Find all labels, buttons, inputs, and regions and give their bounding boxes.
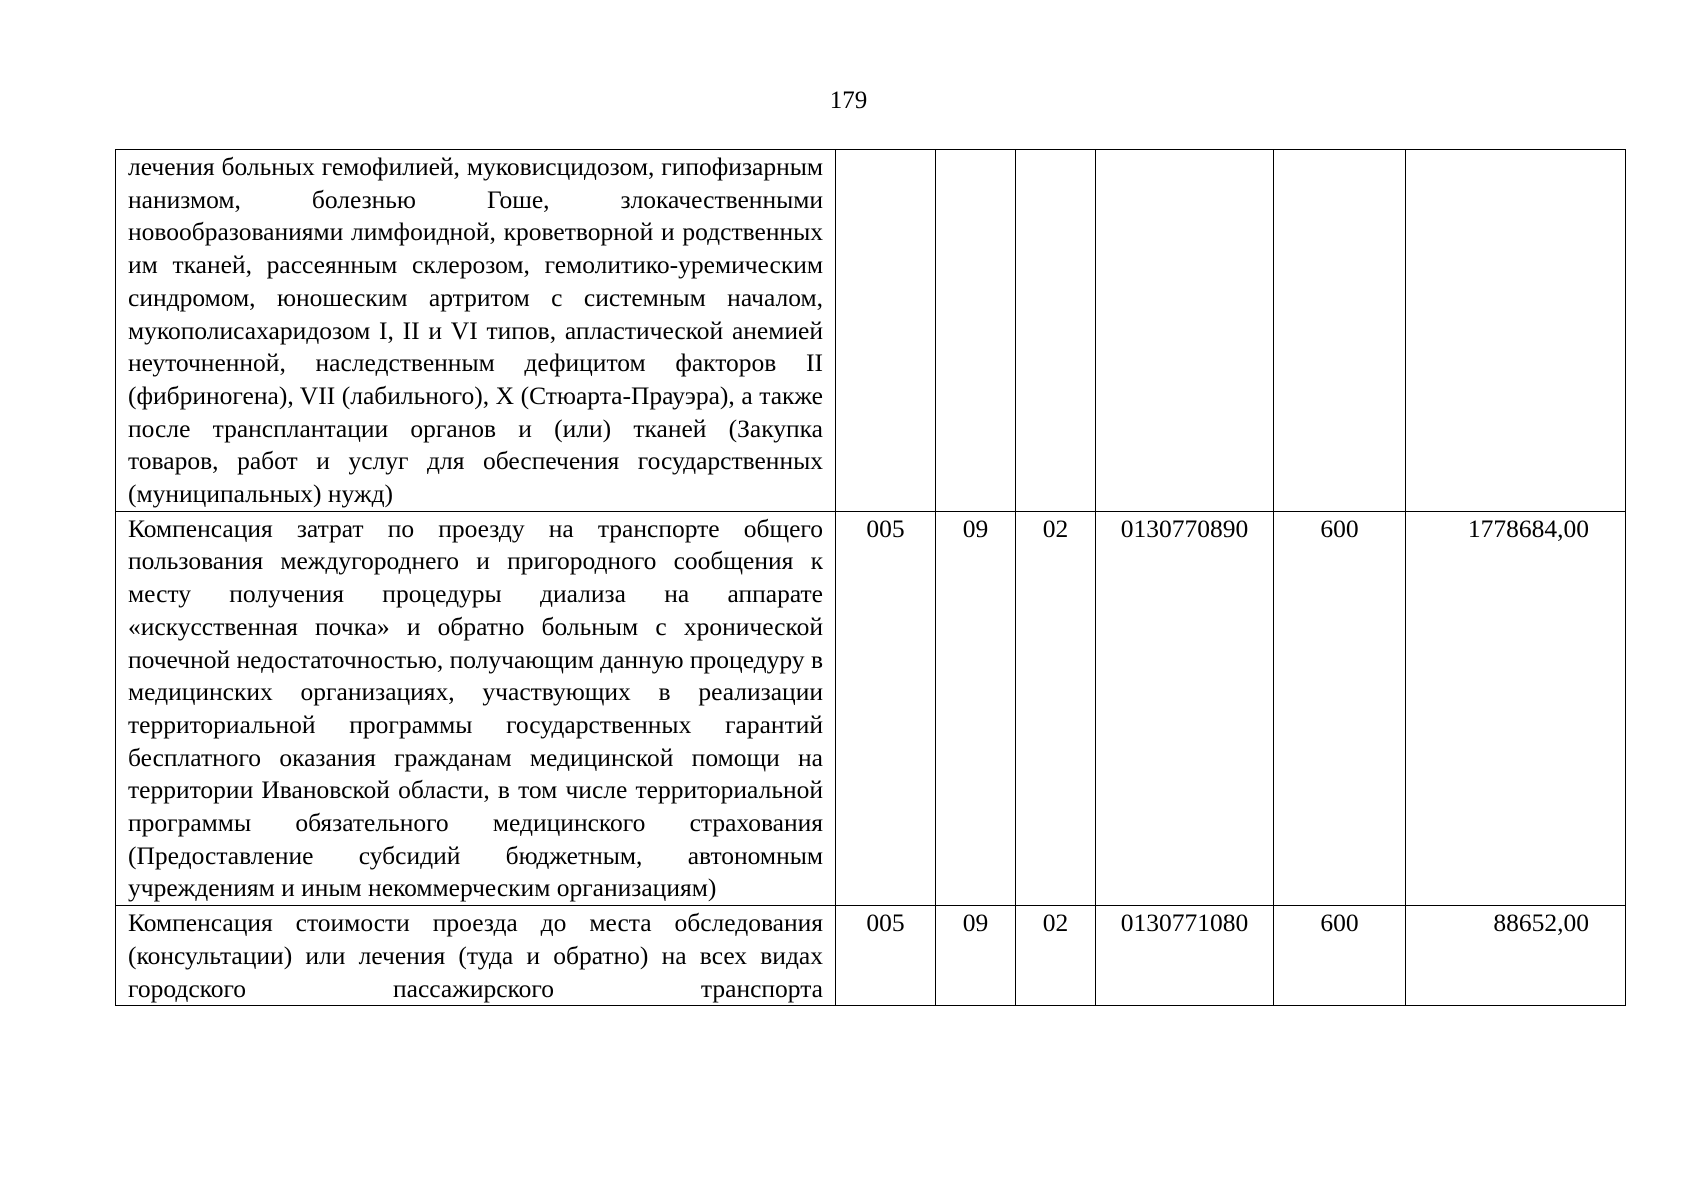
- section-code-cell: 09: [936, 511, 1016, 905]
- subsection-code-cell: [1016, 150, 1096, 512]
- section-code-cell: [936, 150, 1016, 512]
- expense-type-cell: 600: [1274, 906, 1406, 1006]
- expense-type-cell: [1274, 150, 1406, 512]
- ministry-code-cell: 005: [836, 906, 936, 1006]
- amount-cell: [1406, 150, 1626, 512]
- target-article-cell: 0130770890: [1096, 511, 1274, 905]
- row-description: [116, 906, 836, 1006]
- expense-type-cell: 600: [1274, 511, 1406, 905]
- section-code-cell: 09: [936, 906, 1016, 1006]
- amount-cell: 1778684,00: [1406, 511, 1626, 905]
- subsection-code-cell: 02: [1016, 906, 1096, 1006]
- target-article-cell: 0130771080: [1096, 906, 1274, 1006]
- row-description: лечения больных гемофилией, муковисцидозом, гипофизарным нанизмом, болезнью Гоше, злокачественными новообразованиями лимфоидной, кроветворной и родственных им тканей, рассеянным склерозом, гемолитико-уремическим синдромом, юношеским артритом с системным началом, мукополисахаридозом I, II и VI типов, апластической анемией неуточненной, наследственным дефицитом факторов II (фибриногена), VII (лабильного), X (Стюарта-Прауэра), а также после трансплантации органов и (или) тканей (Закупка товаров, работ и услуг для обеспечения государственных (муниципальных) нужд): [116, 150, 836, 512]
- table-row: [116, 906, 1626, 1006]
- row-description-text: Компенсация стоимости проезда до места обследования (консультации) или лечения (туда и обратно) на всех видах городского пассажирского транспорта: [128, 908, 823, 1003]
- table-row: [116, 150, 1626, 512]
- table-row: [116, 511, 1626, 905]
- subsection-code-cell: 02: [1016, 511, 1096, 905]
- page-number: 179: [829, 87, 868, 114]
- row-description: Компенсация затрат по проезду на транспорте общего пользования междугороднего и пригородного сообщения к месту получения процедуры диализа на аппарате «искусственная почка» и обратно больным с хронической почечной недостаточностью, получающим данную процедуру в медицинских организациях, участвующих в реализации территориальной программы государственных гарантий бесплатного оказания гражданам медицинской помощи на территории Ивановской области, в том числе территориальной программы обязательного медицинского страхования (Предоставление субсидий бюджетным, автономным учреждениям и иным некоммерческим организациям): [116, 511, 836, 905]
- budget-table: [115, 149, 1626, 1006]
- ministry-code-cell: 005: [836, 511, 936, 905]
- amount-cell: 88652,00: [1406, 906, 1626, 1006]
- target-article-cell: [1096, 150, 1274, 512]
- ministry-code-cell: [836, 150, 936, 512]
